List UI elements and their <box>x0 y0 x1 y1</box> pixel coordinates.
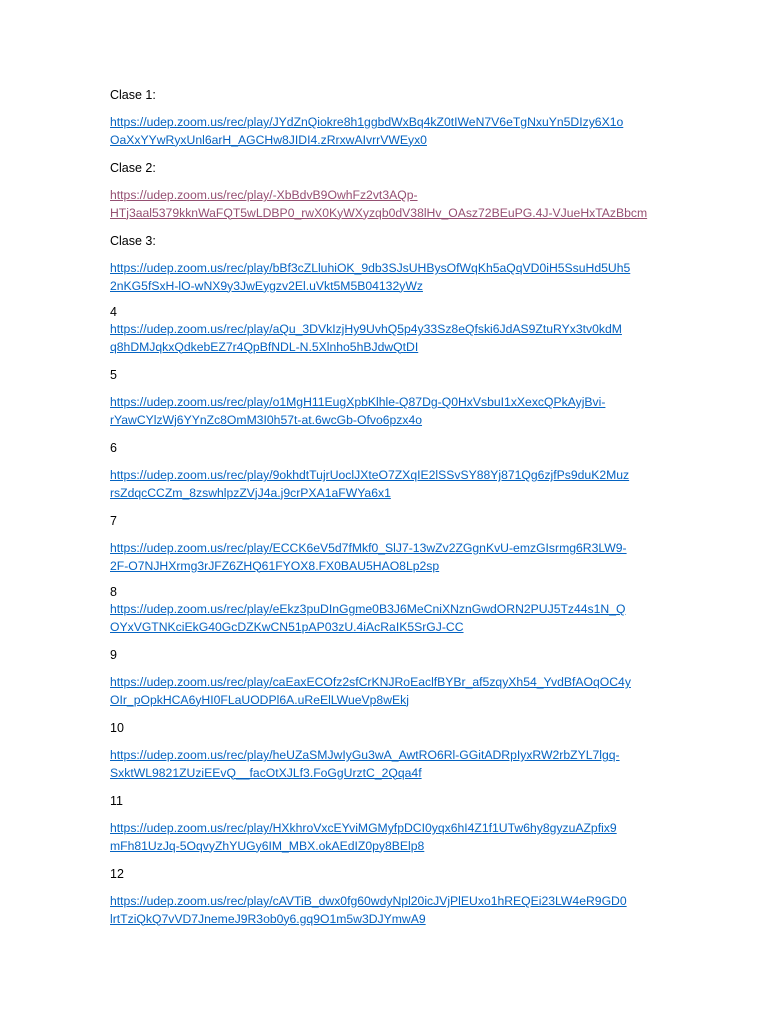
recording-link-line-1[interactable]: https://udep.zoom.us/rec/play/bBf3cZLluhiOK_9db3SJsUHBysOfWqKh5aQqVD0iH5SsuHd5Uh5 <box>110 261 631 275</box>
recording-link-line-2[interactable]: OYxVGTNKciEkG40GcDZKwCN51pAP03zU.4iAcRaIK5SrGJ-CC <box>110 619 464 634</box>
recording-link-line-2[interactable]: rYawCYlzWj6YYnZc8OmM3I0h57t-at.6wcGb-Ofvo6pzx4o <box>110 412 423 427</box>
recording-link[interactable] <box>110 467 670 502</box>
recording-link-line-1[interactable]: https://udep.zoom.us/rec/play/9okhdtTujrUoclJXteO7ZXqIE2lSSvSY88Yj871Qg6zjfPs9duK2Muz <box>110 468 630 482</box>
recording-link[interactable] <box>110 260 670 295</box>
recording-entry <box>110 86 670 149</box>
recording-entry <box>110 865 670 928</box>
recording-entry <box>110 439 670 502</box>
recording-link[interactable] <box>110 394 670 429</box>
recording-link-line-2[interactable]: mFh81UzJq-5OqvyZhYUGy6IM_MBX.okAEdIZ0py8BElp8 <box>110 838 425 853</box>
class-label: 8 <box>110 585 117 599</box>
recording-link-line-2[interactable]: 2F-O7NJHXrmg3rJFZ6ZHQ61FYOX8.FX0BAU5HAO8Lp2sp <box>110 558 440 573</box>
class-label: 4 <box>110 305 117 319</box>
recording-link-line-1[interactable]: https://udep.zoom.us/rec/play/aQu_3DVkIzjHy9UvhQ5p4y33Sz8eQfski6JdAS9ZtuRYx3tv0kdM <box>110 322 622 336</box>
class-label: 9 <box>110 648 117 662</box>
class-label: 11 <box>110 794 123 808</box>
recording-link-line-2[interactable]: rsZdqcCCZm_8zswhlpzZVjJ4a.j9crPXA1aFWYa6x1 <box>110 485 391 500</box>
recording-entry <box>110 792 670 855</box>
recording-link-line-2[interactable]: 2nKG5fSxH-lO-wNX9y3JwEygzv2El.uVkt5M5B04132yWz <box>110 278 423 293</box>
recording-link-line-2[interactable]: HTj3aal5379kknWaFQT5wLDBP0_rwX0KyWXyzqb0dV38lHv_OAsz72BEuPG.4J-VJueHxTAzBbcm <box>110 205 648 220</box>
recording-link-line-2[interactable]: SxktWL9821ZUziEEvQ__facOtXJLf3.FoGgUrztC_2Qqa4f <box>110 765 422 780</box>
class-label: 12 <box>110 867 124 881</box>
recording-link-line-1[interactable]: https://udep.zoom.us/rec/play/o1MgH11EugXpbKlhle-Q87Dg-Q0HxVsbuI1xXexcQPkAyjBvi- <box>110 395 606 409</box>
recording-link-line-1[interactable]: https://udep.zoom.us/rec/play/-XbBdvB9OwhFz2vt3AQp- <box>110 188 418 202</box>
recording-link[interactable] <box>110 601 670 636</box>
recording-link-line-1[interactable]: https://udep.zoom.us/rec/play/caEaxECOfz2sfCrKNJRoEaclfBYBr_af5zqyXh54_YvdBfAOqOC4y <box>110 675 631 689</box>
recording-link[interactable] <box>110 820 670 855</box>
class-label: 7 <box>110 514 117 528</box>
class-label: 6 <box>110 441 117 455</box>
recording-entry <box>110 159 670 222</box>
recording-entry <box>110 232 670 295</box>
class-label: 10 <box>110 721 124 735</box>
recording-entry <box>110 512 670 575</box>
recording-link[interactable] <box>110 114 670 149</box>
recording-link-line-1[interactable]: https://udep.zoom.us/rec/play/eEkz3puDInGgme0B3J6MeCniXNznGwdORN2PUJ5Tz44s1N_Q <box>110 602 626 616</box>
recording-link[interactable] <box>110 540 670 575</box>
recording-link[interactable] <box>110 893 670 928</box>
class-label: 5 <box>110 368 117 382</box>
recording-entry <box>110 303 670 356</box>
recording-link-line-2[interactable]: q8hDMJqkxQdkebEZ7r4QpBfNDL-N.5Xlnho5hBJdwQtDI <box>110 339 419 354</box>
recording-link-line-1[interactable]: https://udep.zoom.us/rec/play/HXkhroVxcEYviMGMyfpDCI0yqx6hI4Z1f1UTw6hy8gyzuAZpfix9 <box>110 821 617 835</box>
recording-link-line-2[interactable]: OaXxYYwRyxUnl6arH_AGCHw8JIDI4.zRrxwAIvrrVWEyx0 <box>110 132 427 147</box>
class-label: Clase 2: <box>110 161 156 175</box>
recording-entry <box>110 646 670 709</box>
recording-link-line-2[interactable]: lrtTziQkQ7vVD7JnemeJ9R3ob0y6.gq9O1m5w3DJYmwA9 <box>110 911 426 926</box>
recording-link-line-1[interactable]: https://udep.zoom.us/rec/play/JYdZnQiokre8h1ggbdWxBq4kZ0tIWeN7V6eTgNxuYn5DIzy6X1o <box>110 115 624 129</box>
recording-link[interactable] <box>110 321 670 356</box>
recording-link-line-2[interactable]: OIr_pOpkHCA6yHI0FLaUODPl6A.uReElLWueVp8wEkj <box>110 692 409 707</box>
class-label: Clase 1: <box>110 88 156 102</box>
recording-entry <box>110 583 670 636</box>
recording-link-line-1[interactable]: https://udep.zoom.us/rec/play/ECCK6eV5d7fMkf0_SlJ7-13wZv2ZGgnKvU-emzGIsrmg6R3LW9- <box>110 541 627 555</box>
recording-link-line-1[interactable]: https://udep.zoom.us/rec/play/heUZaSMJwIyGu3wA_AwtRO6Rl-GGitADRpIyxRW2rbZYL7lgq- <box>110 748 620 762</box>
document-page <box>110 86 670 928</box>
recording-entry <box>110 719 670 782</box>
recording-link[interactable] <box>110 187 670 222</box>
class-label: Clase 3: <box>110 234 156 248</box>
recording-link[interactable] <box>110 747 670 782</box>
recording-link[interactable] <box>110 674 670 709</box>
recording-entry <box>110 366 670 429</box>
recording-link-line-1[interactable]: https://udep.zoom.us/rec/play/cAVTiB_dwx0fg60wdyNpl20icJVjPlEUxo1hREQEi23LW4eR9GD0 <box>110 894 627 908</box>
